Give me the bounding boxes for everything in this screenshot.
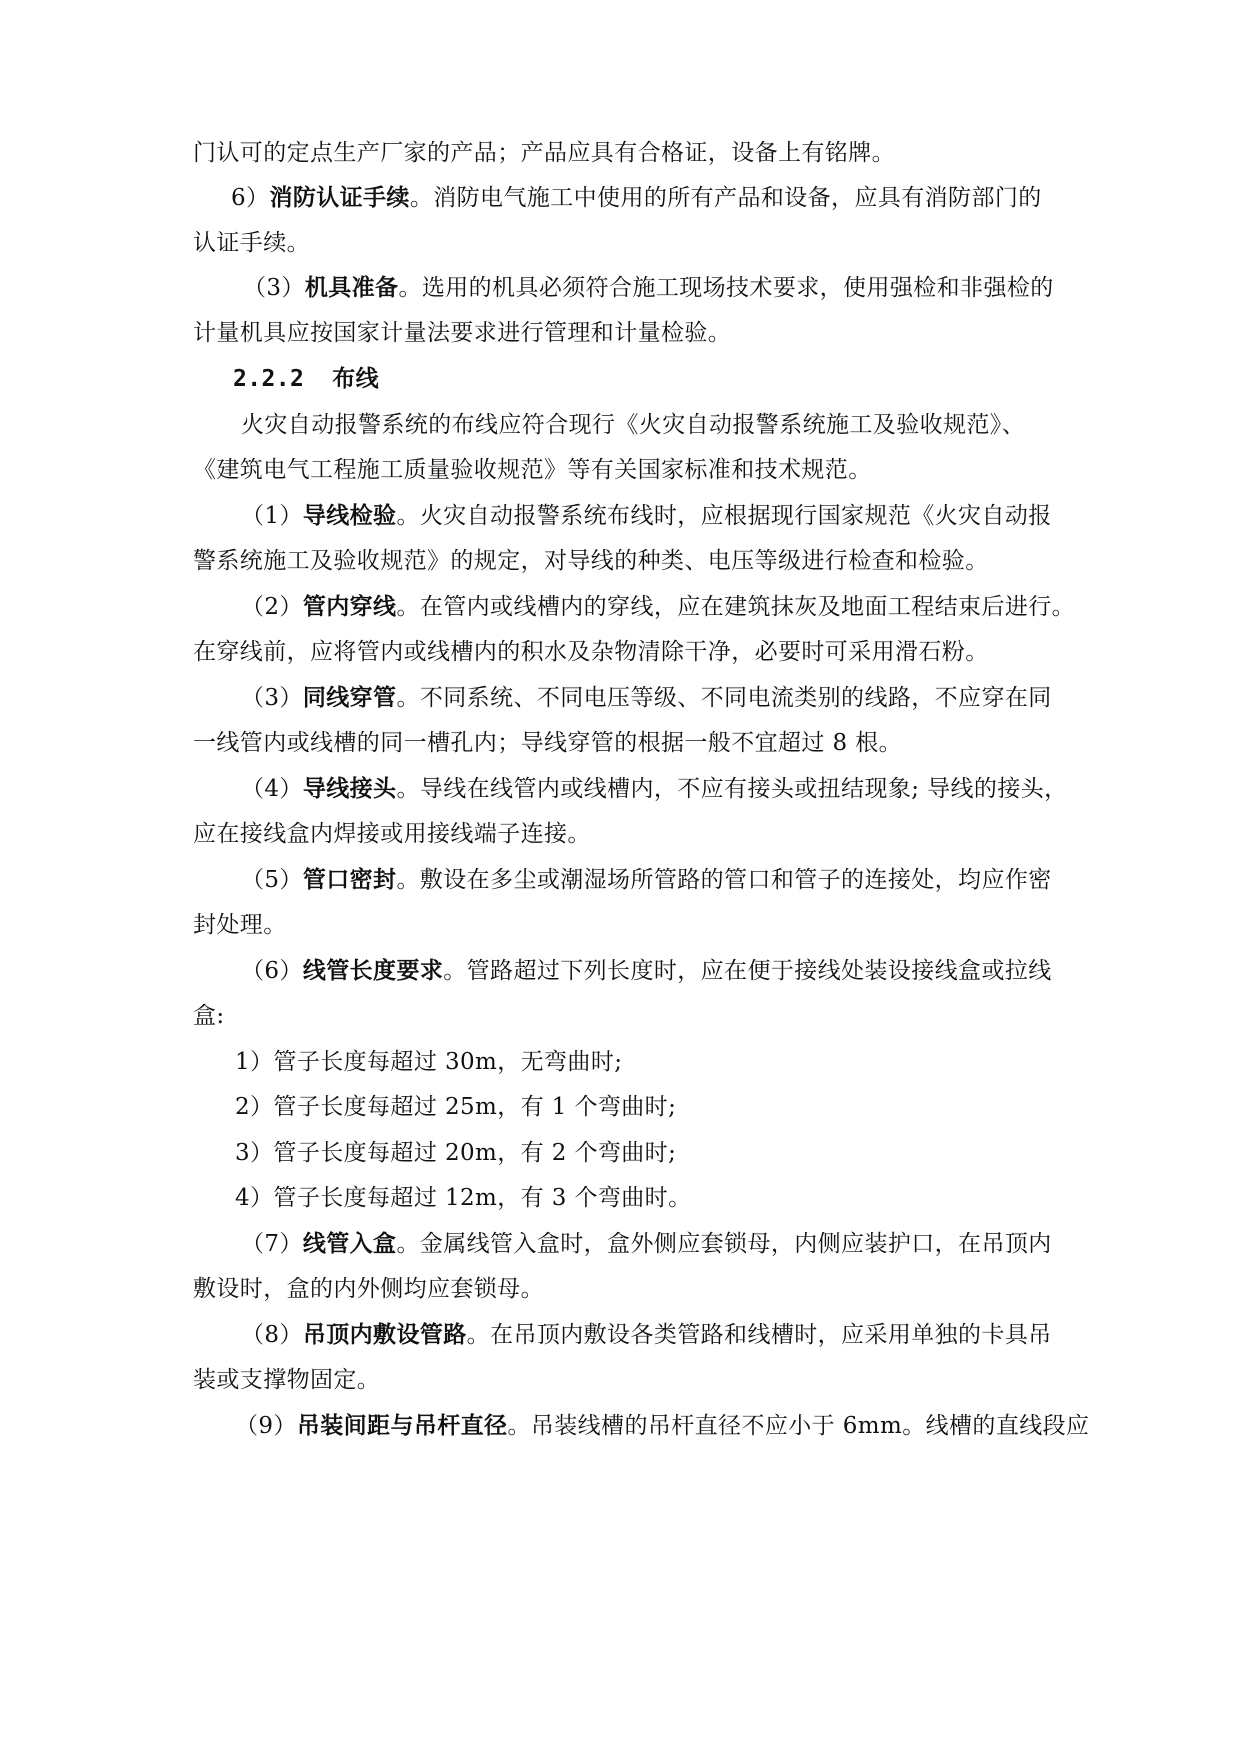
paragraph-line: 盒:	[193, 1003, 225, 1029]
paragraph-line: 6）消防认证手续。消防电气施工中使用的所有产品和设备，应具有消防部门的	[231, 185, 1042, 211]
bold-term: 机具准备	[304, 275, 399, 301]
bold-term: 管口密封	[302, 867, 397, 893]
paragraph-line: （2）管内穿线。在管内或线槽内的穿线，应在建筑抹灰及地面工程结束后进行。	[241, 594, 1076, 620]
paragraph-line: 封处理。	[193, 912, 287, 938]
bold-term: 线管长度要求	[302, 958, 444, 984]
paragraph-line: （4）导线接头。导线在线管内或线槽内，不应有接头或扭结现象; 导线的接头，	[241, 776, 1068, 802]
paragraph-line: （1）导线检验。火灾自动报警系统布线时，应根据现行国家规范《火灾自动报	[241, 503, 1052, 529]
bold-term: 管内穿线	[302, 594, 397, 620]
section-title: 布线	[332, 366, 380, 392]
paragraph-line: （7）线管入盒。金属线管入盒时，盒外侧应套锁母，内侧应装护口，在吊顶内	[241, 1231, 1052, 1257]
paragraph-line: 警系统施工及验收规范》的规定，对导线的种类、电压等级进行检查和检验。	[193, 548, 989, 574]
section-heading	[233, 362, 1143, 396]
paragraph-line: （6）线管长度要求。管路超过下列长度时，应在便于接线处装设接线盒或拉线	[241, 958, 1052, 984]
paragraph-line: （5）管口密封。敷设在多尘或潮湿场所管路的管口和管子的连接处，均应作密	[241, 867, 1052, 893]
paragraph-line: 装或支撑物固定。	[193, 1367, 381, 1393]
section-number: 2.2.2	[233, 366, 305, 392]
paragraph-line: （9）吊装间距与吊杆直径。吊装线槽的吊杆直径不应小于 6mm。线槽的直线段应	[235, 1413, 1090, 1439]
paragraph-line: 门认可的定点生产厂家的产品；产品应具有合格证，设备上有铭牌。	[193, 140, 895, 166]
bold-term: 导线接头	[302, 776, 397, 802]
list-item: 1）管子长度每超过 30m，无弯曲时;	[235, 1049, 623, 1075]
paragraph-line: 计量机具应按国家计量法要求进行管理和计量检验。	[193, 320, 732, 346]
bold-term: 吊顶内敷设管路	[302, 1322, 467, 1348]
bold-term: 线管入盒	[302, 1231, 397, 1257]
paragraph-line: （3）同线穿管。不同系统、不同电压等级、不同电流类别的线路，不应穿在同	[241, 685, 1052, 711]
paragraph-line: 应在接线盒内焊接或用接线端子连接。	[193, 821, 591, 847]
list-item: 4）管子长度每超过 12m，有 3 个弯曲时。	[235, 1185, 692, 1211]
paragraph-line: 认证手续。	[193, 230, 310, 256]
bold-term: 吊装间距与吊杆直径	[296, 1413, 508, 1439]
paragraph-line: （3）机具准备。选用的机具必须符合施工现场技术要求，使用强检和非强检的	[243, 275, 1054, 301]
paragraph-line: 一线管内或线槽的同一槽孔内；导线穿管的根据一般不宜超过 8 根。	[193, 730, 903, 756]
bold-term: 同线穿管	[302, 685, 397, 711]
paragraph-line: （8）吊顶内敷设管路。在吊顶内敷设各类管路和线槽时，应采用单独的卡具吊	[241, 1322, 1052, 1348]
list-item: 2）管子长度每超过 25m，有 1 个弯曲时;	[235, 1094, 677, 1120]
list-item: 3）管子长度每超过 20m，有 2 个弯曲时;	[235, 1140, 677, 1166]
paragraph-line: 《建筑电气工程施工质量验收规范》等有关国家标准和技术规范。	[193, 457, 872, 483]
bold-term: 导线检验	[302, 503, 397, 529]
paragraph-line: 火灾自动报警系统的布线应符合现行《火灾自动报警系统施工及验收规范》、	[241, 412, 1026, 438]
bold-term: 消防认证手续	[269, 185, 410, 211]
paragraph-line: 敷设时，盒的内外侧均应套锁母。	[193, 1276, 544, 1302]
paragraph-line: 在穿线前，应将管内或线槽内的积水及杂物清除干净，必要时可采用滑石粉。	[193, 639, 989, 665]
